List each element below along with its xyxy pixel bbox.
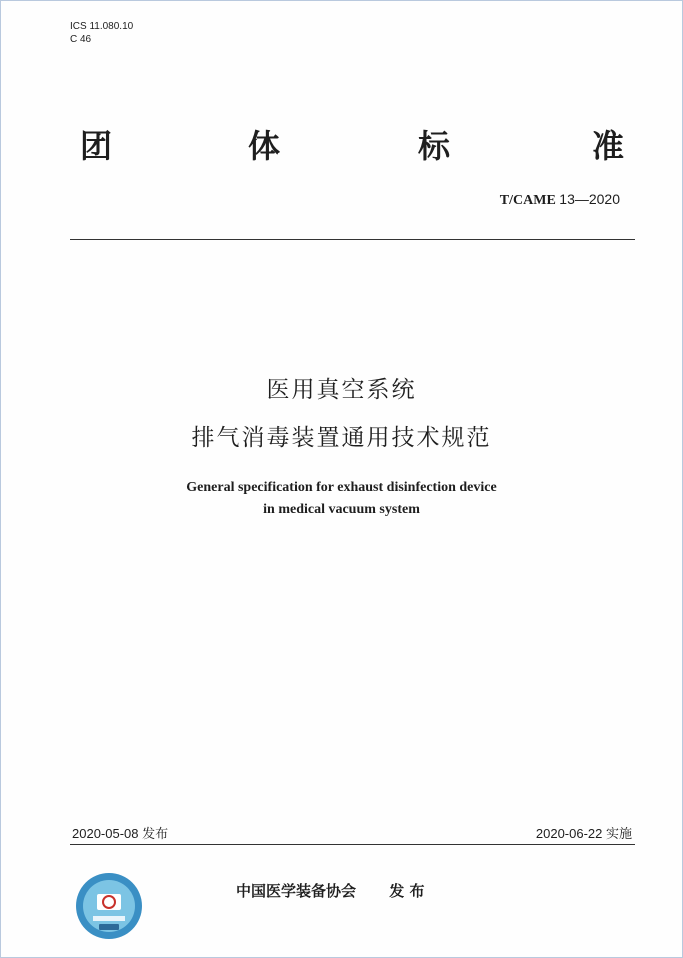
title-en [1, 477, 682, 521]
seal-bottom-badge [99, 924, 119, 930]
ics-code: ICS 11.080.10 [70, 21, 134, 32]
title-cn-line1: 医用真空系统 [266, 377, 417, 403]
title-cn-line2: 排气消毒装置通用技术规范 [191, 425, 492, 451]
standard-type-char-3: 标 [418, 127, 451, 165]
title-en-line2: in medical vacuum system [263, 502, 420, 517]
seal-text-strip [93, 916, 125, 921]
publisher-line [236, 880, 424, 901]
title-en-line1: General specification for exhaust disinfection device [186, 480, 497, 495]
header-divider [70, 239, 635, 240]
standard-code-number: 13—2020 [559, 191, 620, 207]
standard-type-char-4: 准 [592, 127, 625, 165]
standard-code [500, 191, 620, 209]
footer-divider [70, 844, 635, 845]
publisher-name: 中国医学装备协会 [236, 882, 357, 900]
issue-date: 2020-05-08 发布 [72, 826, 169, 841]
ccs-code: C 46 [70, 34, 92, 45]
classification-codes [70, 20, 133, 46]
standard-type-char-2: 体 [248, 127, 281, 165]
publisher-action: 发 布 [389, 882, 425, 900]
standard-code-id: T/CAME [499, 193, 556, 208]
standard-type-heading [80, 121, 628, 165]
platform-seal-icon [75, 872, 143, 940]
standard-type-char-1: 团 [80, 127, 113, 165]
implement-date: 2020-06-22 实施 [535, 826, 632, 841]
